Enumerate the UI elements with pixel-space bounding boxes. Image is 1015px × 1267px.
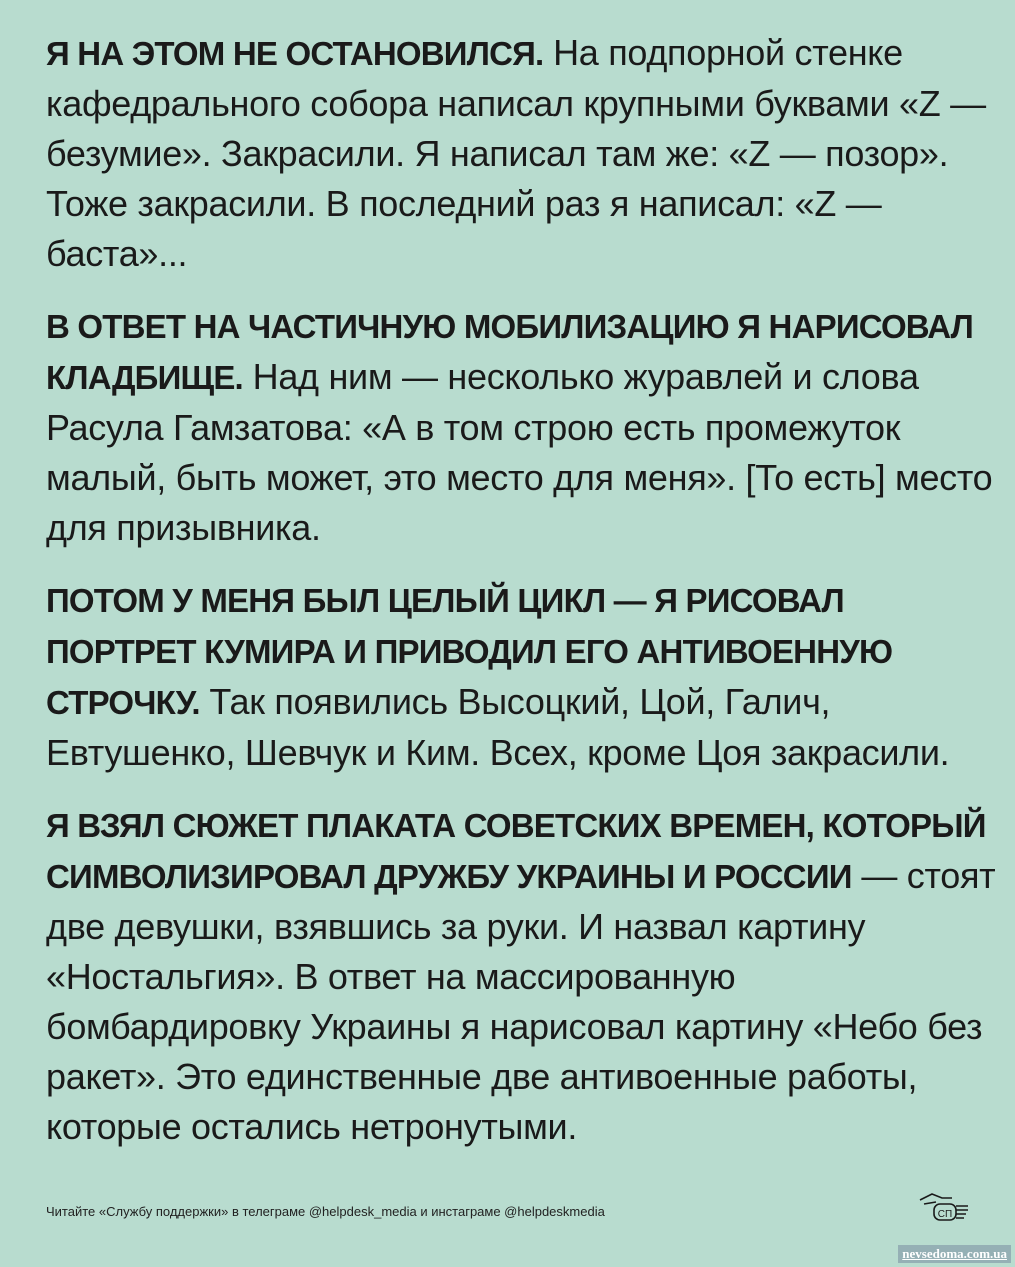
paragraph-4 (46, 800, 996, 1152)
paragraph-2-lead: В ОТВЕТ НА ЧАСТИЧНУЮ МОБИЛИЗАЦИЮ Я НАРИСОВАЛ КЛАДБИЩЕ. (46, 308, 973, 396)
paragraph-2 (46, 301, 996, 553)
paragraph-4-lead: Я ВЗЯЛ СЮЖЕТ ПЛАКАТА СОВЕТСКИХ ВРЕМЕН, КОТОРЫЙ СИМВОЛИЗИРОВАЛ ДРУЖБУ УКРАИНЫ И РОССИИ (46, 807, 986, 895)
footer-text: Читайте «Службу поддержки» в телеграме @helpdesk_media и инстаграме @helpdeskmedia (46, 1204, 605, 1219)
paragraph-2-text: Над ним — несколько журавлей и слова Расула Гамзатова: «А в том строю есть промежуток малый, быть может, это место для меня». [То есть] место для призывника. (46, 356, 993, 548)
paragraph-1-lead: Я НА ЭТОМ НЕ ОСТАНОВИЛСЯ. (46, 35, 544, 72)
paragraph-3 (46, 575, 996, 778)
paragraph-4-text: — стоят две девушки, взявшись за руки. И назвал картину «Ностальгия». В ответ на массированную бомбардировку Украины я нарисовал картину «Небо без ракет». Это единственные две антивоенные работы, которые остались нетронутыми. (46, 855, 996, 1147)
hand-sp-logo-icon (918, 1190, 970, 1224)
watermark: nevsedoma.com.ua (898, 1245, 1011, 1263)
paragraph-3-text: Так появились Высоцкий, Цой, Галич, Евтушенко, Шевчук и Ким. Всех, кроме Цоя закрасили. (46, 681, 950, 773)
paragraph-3-lead: ПОТОМ У МЕНЯ БЫЛ ЦЕЛЫЙ ЦИКЛ — Я РИСОВАЛ ПОРТРЕТ КУМИРА И ПРИВОДИЛ ЕГО АНТИВОЕННУЮ СТРОЧКУ. (46, 582, 893, 721)
article-body (46, 28, 996, 1174)
logo-label: СП (937, 1209, 953, 1220)
paragraph-1 (46, 28, 996, 279)
paragraph-1-text: На подпорной стенке кафедрального собора написал крупными буквами «Z — безумие». Закрасили. Я написал там же: «Z — позор». Тоже закрасили. В последний раз я написал: «Z — баста»... (46, 32, 986, 274)
